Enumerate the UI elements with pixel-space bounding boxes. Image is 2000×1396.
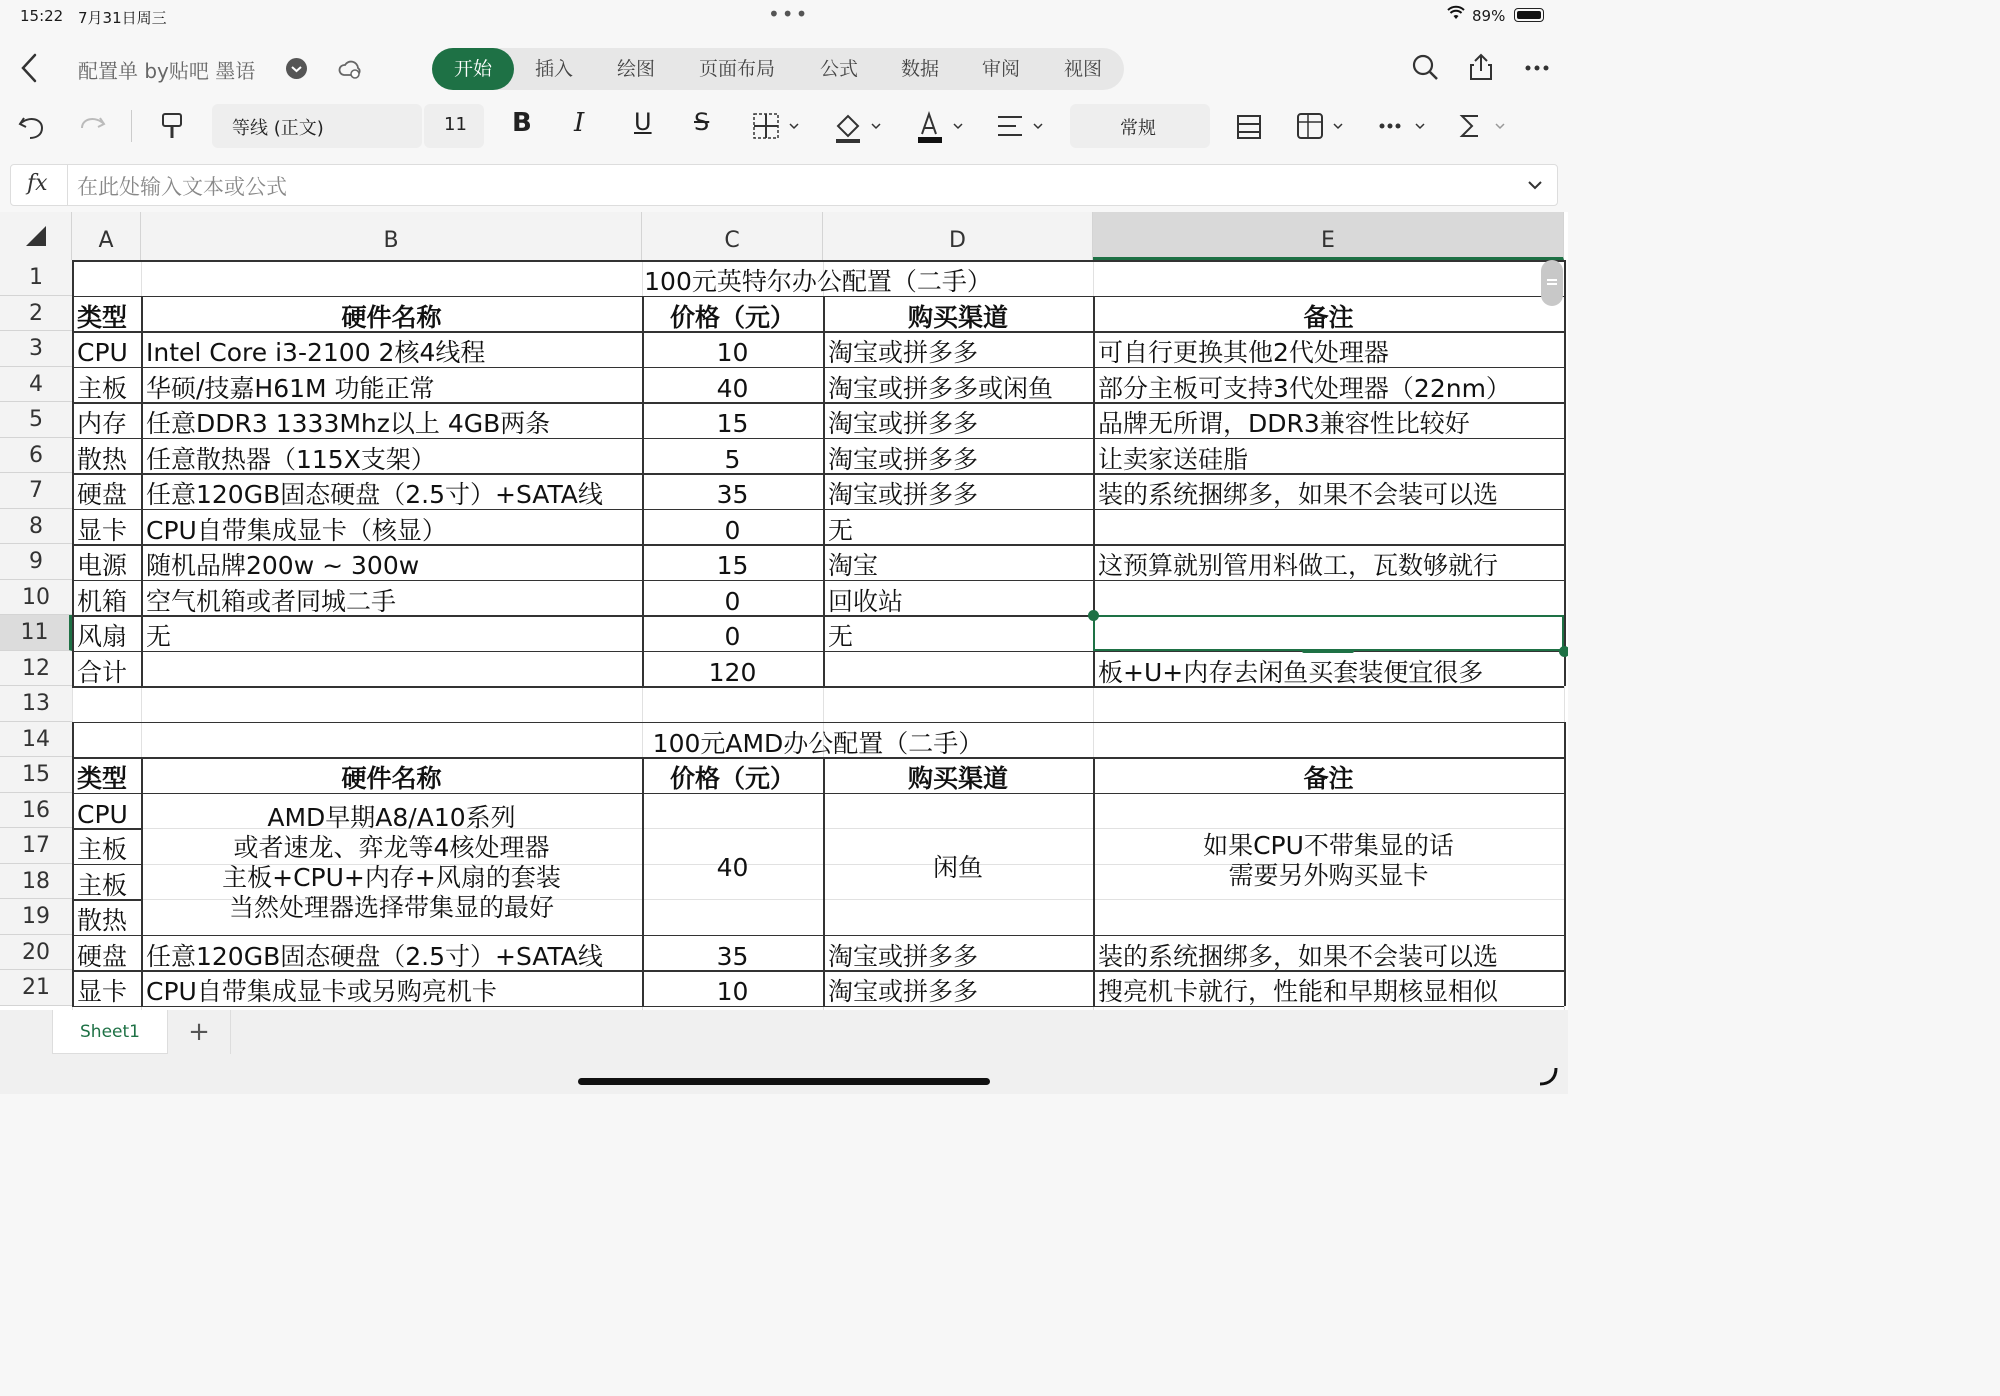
row-header-14[interactable]: 14	[0, 722, 72, 758]
more-ribbon-icon[interactable]	[1376, 108, 1428, 144]
table1-cell[interactable]: 0	[724, 515, 741, 544]
border-line	[1564, 260, 1566, 686]
status-date: 7月31日周三	[78, 9, 167, 27]
multitask-dots-icon[interactable]: •••	[768, 2, 810, 26]
row-header-4[interactable]: 4	[0, 367, 72, 403]
sheet-tab-sheet1[interactable]: Sheet1	[52, 1010, 168, 1054]
table1-cell[interactable]: 35	[716, 480, 749, 509]
more-options-icon[interactable]	[1522, 52, 1552, 82]
row-header-3[interactable]: 3	[0, 331, 72, 367]
ribbon-tab-bar	[432, 48, 1124, 90]
row-header-1[interactable]: 1	[0, 260, 72, 296]
row-header-12[interactable]: 12	[0, 651, 72, 687]
border-line	[141, 757, 143, 1006]
border-line	[72, 970, 1564, 972]
table2-cell[interactable]: 35	[716, 941, 749, 970]
table2-type-cell[interactable]: 主板	[77, 870, 128, 899]
formula-expand-icon[interactable]	[1527, 177, 1543, 193]
table2-cell[interactable]: 搜亮机卡就行，性能和早期核显相似	[1098, 977, 1499, 1006]
table1-cell[interactable]: 任意散热器（115X支架）	[146, 444, 436, 473]
row-header-15[interactable]: 15	[0, 757, 72, 793]
border-line	[72, 793, 1564, 795]
table2-cell[interactable]: 任意120GB固态硬盘（2.5寸）+SATA线	[146, 941, 603, 970]
table1-header[interactable]: 备注	[1303, 302, 1354, 331]
border-line	[72, 757, 1564, 759]
table2-merged-note-line: 如果CPU不带集显的话	[1203, 830, 1454, 860]
row-header-2[interactable]: 2	[0, 296, 72, 332]
table1-cell[interactable]: 部分主板可支持3代处理器（22nm）	[1098, 373, 1511, 402]
table2-type-cell[interactable]: CPU	[77, 799, 128, 828]
table1-cell[interactable]: CPU	[77, 338, 128, 367]
undo-icon[interactable]	[16, 108, 48, 144]
column-header-a[interactable]: A	[72, 212, 141, 260]
table1-header[interactable]: 价格（元）	[669, 302, 795, 331]
border-line	[1093, 757, 1095, 1006]
border-line	[72, 864, 141, 866]
wrap-text-icon[interactable]	[1234, 108, 1264, 144]
tab-insert[interactable]: 插入	[534, 58, 573, 80]
table2-cell[interactable]: 10	[716, 977, 749, 1006]
table1-cell[interactable]: 无	[828, 515, 854, 544]
table1-cell[interactable]: 散热	[77, 444, 128, 473]
table2-merged-price[interactable]: 40	[716, 852, 749, 882]
format-painter-icon[interactable]	[158, 108, 186, 144]
table1-cell[interactable]	[1098, 580, 1559, 616]
row-header-8[interactable]: 8	[0, 509, 72, 545]
fx-icon[interactable]: fx	[27, 171, 48, 196]
table1-cell[interactable]: 品牌无所谓，DDR3兼容性比较好	[1098, 409, 1470, 438]
border-line	[642, 757, 644, 1006]
table1-cell[interactable]: 40	[716, 373, 749, 402]
back-chevron-icon[interactable]	[18, 52, 40, 84]
border-line	[72, 580, 1564, 582]
battery-icon	[1514, 8, 1544, 22]
border-line	[72, 260, 74, 686]
table2-merged-name-line: 或者速龙、弈龙等4核处理器	[233, 832, 550, 862]
wifi-icon	[1447, 5, 1465, 21]
table1-cell[interactable]: 淘宝或拼多多或闲鱼	[828, 373, 1054, 402]
row-header-7[interactable]: 7	[0, 473, 72, 509]
border-line	[72, 438, 1564, 440]
table2-cell[interactable]: 硬盘	[77, 941, 128, 970]
border-line	[1564, 722, 1566, 1006]
border-line	[72, 473, 1564, 475]
border-line	[72, 722, 74, 1006]
vertical-scrollbar[interactable]	[1541, 260, 1563, 306]
autosum-icon[interactable]	[1456, 108, 1508, 144]
table1-cell[interactable]: 10	[716, 338, 749, 367]
table1-cell[interactable]: 显卡	[77, 515, 128, 544]
row-header-19[interactable]: 19	[0, 899, 72, 935]
table1-header[interactable]: 硬件名称	[341, 302, 442, 331]
add-sheet-button[interactable]: +	[168, 1010, 231, 1054]
tab-page-layout[interactable]: 页面布局	[698, 58, 775, 80]
table2-type-cell[interactable]: 主板	[77, 835, 128, 864]
table1-cell[interactable]: 电源	[77, 551, 128, 580]
tab-formulas[interactable]: 公式	[819, 58, 858, 80]
border-line	[823, 757, 825, 1006]
row-header-11[interactable]: 11	[0, 615, 72, 651]
number-format-box[interactable]	[1070, 104, 1210, 148]
home-indicator	[578, 1078, 990, 1085]
table1-cell[interactable]: 回收站	[828, 586, 904, 615]
table2-header[interactable]: 类型	[77, 764, 128, 793]
cloud-sync-icon[interactable]	[337, 56, 363, 82]
table2-merged-channel[interactable]: 闲鱼	[932, 852, 983, 882]
status-bar	[0, 0, 1568, 32]
selection-drag-bar[interactable]	[1302, 649, 1354, 653]
table1-cell[interactable]: 淘宝或拼多多	[828, 338, 979, 367]
table2-cell[interactable]: CPU自带集成显卡或另购亮机卡	[146, 977, 497, 1006]
table1-cell[interactable]: 无	[146, 622, 172, 651]
font-name-box[interactable]	[212, 104, 422, 148]
tab-data[interactable]: 数据	[900, 58, 939, 80]
table2-merged-note[interactable]	[1098, 831, 1559, 938]
table2-cell[interactable]: 显卡	[77, 977, 128, 1006]
border-line	[72, 828, 141, 830]
border-line	[72, 367, 1564, 369]
selection-handle-top[interactable]	[1088, 610, 1099, 621]
table2-merged-name-line: AMD早期A8/A10系列	[267, 802, 516, 832]
table1-cell[interactable]: 任意DDR3 1333Mhz以上 4GB两条	[146, 409, 551, 438]
table1-cell[interactable]: 主板	[77, 373, 128, 402]
table1-cell[interactable]: 淘宝	[828, 551, 879, 580]
table1-cell[interactable]: 120	[708, 657, 757, 686]
share-icon[interactable]	[1466, 52, 1496, 82]
table1-cell[interactable]: 这预算就别管用料做工，瓦数够就行	[1098, 551, 1499, 580]
table1-cell[interactable]: 淘宝或拼多多	[828, 444, 979, 473]
bold-icon[interactable]: B	[512, 108, 532, 138]
search-icon[interactable]	[1410, 52, 1440, 82]
table1-cell[interactable]: 让卖家送硅脂	[1098, 444, 1249, 473]
column-header-e[interactable]: E	[1093, 212, 1564, 260]
table2-merged-name[interactable]	[146, 803, 637, 935]
table1-cell[interactable]: 随机品牌200w ~ 300w	[146, 551, 420, 580]
redo-icon[interactable]	[76, 108, 108, 144]
spreadsheet-grid[interactable]	[0, 212, 1568, 1010]
row-header-10[interactable]: 10	[0, 580, 72, 616]
table1-cell[interactable]	[146, 651, 637, 687]
table1-cell[interactable]: 空气机箱或者同城二手	[146, 586, 397, 615]
border-line	[72, 544, 1564, 546]
border-line	[72, 296, 1564, 298]
table1-cell[interactable]: 0	[724, 622, 741, 651]
formula-input[interactable]: 在此处输入文本或公式	[77, 175, 287, 199]
border-line	[72, 935, 1564, 937]
align-icon[interactable]	[994, 108, 1046, 144]
table1-cell[interactable]: 淘宝或拼多多	[828, 409, 979, 438]
border-line	[642, 296, 644, 687]
selection-handle-bottom[interactable]	[1559, 646, 1568, 657]
font-size-box[interactable]	[424, 104, 484, 148]
table1-cell[interactable]: Intel Core i3-2100 2核4线程	[146, 338, 486, 367]
table1-cell[interactable]: 无	[828, 622, 854, 651]
table1-cell[interactable]: 淘宝或拼多多	[828, 480, 979, 509]
status-time: 15:22	[20, 7, 64, 25]
table2-title[interactable]: 100元AMD办公配置（二手）	[652, 728, 984, 757]
table1-cell[interactable]: 5	[724, 444, 741, 473]
table1-cell[interactable]: CPU自带集成显卡（核显）	[146, 515, 447, 544]
tab-draw[interactable]: 绘图	[616, 58, 655, 80]
formula-bar[interactable]	[10, 164, 1558, 206]
row-header-20[interactable]: 20	[0, 935, 72, 971]
row-header-17[interactable]: 17	[0, 828, 72, 864]
strikethrough-icon[interactable]: S	[694, 108, 710, 136]
font-name: 等线 (正文)	[232, 118, 324, 139]
row-header-16[interactable]: 16	[0, 793, 72, 829]
table2-cell[interactable]: 淘宝或拼多多	[828, 977, 979, 1006]
table1-cell[interactable]: 板+U+内存去闲鱼买套装便宜很多	[1098, 657, 1484, 686]
border-line	[72, 509, 1564, 511]
border-line	[141, 296, 143, 687]
table1-cell[interactable]: 装的系统捆绑多，如果不会装可以选	[1098, 480, 1499, 509]
table1-cell[interactable]: 硬盘	[77, 480, 128, 509]
table1-cell[interactable]: 15	[716, 409, 749, 438]
table2-cell[interactable]: 淘宝或拼多多	[828, 941, 979, 970]
table1-cell[interactable]: 任意120GB固态硬盘（2.5寸）+SATA线	[146, 480, 603, 509]
table2-merged-name-line: 主板+CPU+内存+风扇的套装	[222, 862, 561, 892]
table1-cell[interactable]: 内存	[77, 409, 128, 438]
font-size: 11	[444, 114, 467, 135]
tab-review[interactable]: 审阅	[981, 58, 1020, 80]
column-header-c[interactable]: C	[642, 212, 823, 260]
table2-merged-name-line: 当然处理器选择带集显的最好	[228, 892, 554, 922]
tab-view[interactable]: 视图	[1063, 58, 1102, 80]
fill-color-icon[interactable]	[832, 108, 884, 144]
table-format-icon[interactable]	[1294, 108, 1346, 144]
row-header-18[interactable]: 18	[0, 864, 72, 900]
table1-header[interactable]: 购买渠道	[907, 302, 1008, 331]
table1-cell[interactable]: 风扇	[77, 622, 128, 651]
table1-cell[interactable]: 0	[724, 586, 741, 615]
battery-percent: 89%	[1472, 7, 1506, 25]
table2-header[interactable]: 备注	[1303, 764, 1354, 793]
title-dropdown-icon[interactable]	[286, 58, 307, 79]
table2-header[interactable]: 购买渠道	[907, 764, 1008, 793]
formula-divider	[67, 165, 68, 205]
table2-header[interactable]: 价格（元）	[669, 764, 795, 793]
border-line	[72, 331, 1564, 333]
table1-cell[interactable]: 合计	[77, 657, 128, 686]
table1-cell[interactable]	[828, 651, 1088, 687]
table1-cell[interactable]	[1098, 509, 1559, 545]
border-line	[72, 260, 1564, 262]
select-all-corner[interactable]	[0, 212, 72, 260]
table2-merged-note-line: 需要另外购买显卡	[1228, 860, 1429, 890]
number-format: 常规	[1120, 118, 1156, 139]
border-line	[823, 296, 825, 687]
italic-icon[interactable]: I	[574, 108, 585, 138]
table2-type-cell[interactable]: 散热	[77, 906, 128, 935]
table1-cell[interactable]: 15	[716, 551, 749, 580]
document-title[interactable]: 配置单 by贴吧 墨语	[78, 59, 256, 83]
row-header-21[interactable]: 21	[0, 970, 72, 1006]
table1-header[interactable]: 类型	[77, 302, 128, 331]
border-line	[72, 402, 1564, 404]
row-header-13[interactable]: 13	[0, 686, 72, 722]
border-line	[72, 899, 141, 901]
border-line	[72, 1006, 1564, 1008]
table1-cell[interactable]: 机箱	[77, 586, 128, 615]
table1-title[interactable]: 100元英特尔办公配置（二手）	[644, 267, 992, 296]
column-header-b[interactable]: B	[141, 212, 642, 260]
row-header-6[interactable]: 6	[0, 438, 72, 474]
underline-icon[interactable]: U	[634, 108, 652, 136]
border-line	[72, 722, 1564, 724]
resize-handle-icon[interactable]	[1536, 1064, 1560, 1088]
table1-cell[interactable]: 可自行更换其他2代处理器	[1098, 338, 1389, 367]
table2-header[interactable]: 硬件名称	[341, 764, 442, 793]
border-line	[72, 686, 1564, 688]
font-color-icon[interactable]	[914, 108, 966, 144]
selected-cell-e11[interactable]	[1093, 615, 1564, 651]
ribbon-divider	[131, 110, 132, 142]
row-header-5[interactable]: 5	[0, 402, 72, 438]
table1-cell[interactable]: 华硕/技嘉H61M 功能正常	[146, 373, 435, 402]
column-header-d[interactable]: D	[823, 212, 1093, 260]
tab-home[interactable]: 开始	[432, 48, 514, 90]
row-header-9[interactable]: 9	[0, 544, 72, 580]
table2-cell[interactable]: 装的系统捆绑多，如果不会装可以选	[1098, 941, 1499, 970]
borders-icon[interactable]	[750, 108, 802, 144]
